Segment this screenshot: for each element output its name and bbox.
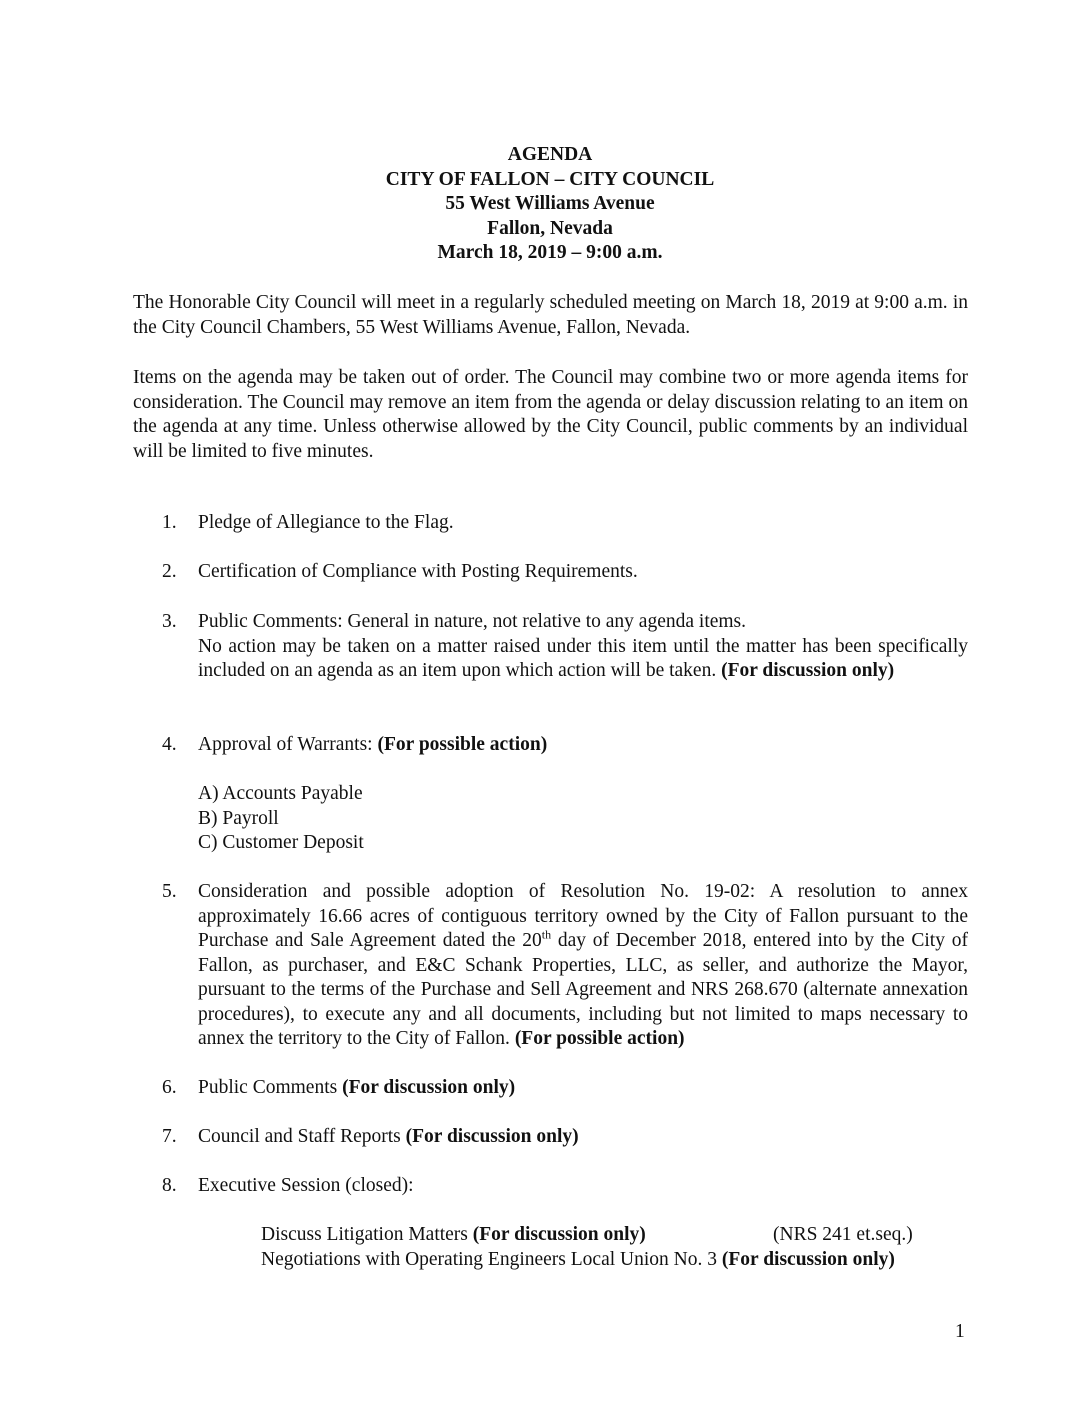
agenda-item-1 (162, 511, 968, 536)
item-text: Approval of Warrants: (198, 734, 373, 755)
ordinal-suffix: th (541, 927, 552, 942)
executive-item-text: Negotiations with Operating Engineers Local Union No. 3 (261, 1248, 717, 1270)
page-number: 1 (955, 1321, 965, 1342)
executive-item-tag: (For discussion only) (472, 1224, 646, 1245)
agenda-title: AGENDA (507, 144, 593, 165)
executive-item-negotiations (261, 1248, 971, 1273)
agenda-item-8 (162, 1174, 968, 1199)
item-number: 8. (162, 1175, 177, 1196)
agenda-item-2 (162, 560, 968, 585)
item-action-tag: (For discussion only) (405, 1126, 579, 1147)
item-number: 3. (162, 611, 177, 632)
item-text: Pledge of Allegiance to the Flag. (198, 512, 454, 533)
intro-paragraph-1: The Honorable City Council will meet in a regularly scheduled meeting on March 18, 2019 at 9:00 a.m. in the City Council Chambers, 55 West Williams Avenue, Fallon, Nevada. (133, 292, 968, 338)
item-number: 6. (162, 1077, 177, 1098)
item-number: 1. (162, 512, 177, 533)
agenda-item-6 (162, 1076, 968, 1101)
agenda-header (0, 143, 1080, 266)
item-action-tag: (For discussion only) (721, 660, 895, 681)
item-number: 2. (162, 561, 177, 582)
executive-item-litigation (261, 1223, 971, 1248)
warrant-subitems (198, 782, 364, 856)
item-number: 7. (162, 1126, 177, 1147)
council-name: CITY OF FALLON – CITY COUNCIL (385, 168, 715, 190)
item-action-tag: (For possible action) (377, 734, 548, 755)
subitem-accounts-payable: A) Accounts Payable (198, 783, 363, 804)
item-action-tag: (For discussion only) (342, 1077, 516, 1098)
agenda-item-4 (162, 733, 968, 758)
executive-item-reference: (NRS 241 et.seq.) (773, 1224, 913, 1245)
item-action-tag: (For possible action) (514, 1028, 685, 1049)
executive-session-list (261, 1223, 971, 1272)
meeting-address: 55 West Williams Avenue (445, 193, 655, 214)
item-text: Council and Staff Reports (198, 1126, 401, 1147)
executive-item-text: Discuss Litigation Matters (261, 1224, 468, 1245)
item-heading: Public Comments: General in nature, not relative to any agenda items. (198, 611, 747, 632)
executive-item-tag: (For discussion only) (721, 1248, 895, 1270)
meeting-datetime: March 18, 2019 – 9:00 a.m. (437, 242, 663, 263)
item-text: Public Comments (198, 1077, 338, 1098)
intro-paragraph-2: Items on the agenda may be taken out of order. The Council may combine two or more agenda items for consideration. The Council may remove an item from the agenda or delay discussion relating to an item on the agenda at any time. Unless otherwise allowed by the City Council, public comments by an individual will be limited to five minutes. (133, 367, 968, 462)
item-number: 4. (162, 734, 177, 755)
item-text: Executive Session (closed): (198, 1175, 414, 1196)
item-text: Consideration and possible adoption of Resolution No. 19-02: A resolution to annex approximately 16.66 acres of contiguous territory owned by the City of Fallon pursuant to the Purchase and Sale Agreement dated the 20 (198, 881, 968, 951)
meeting-city: Fallon, Nevada (487, 217, 613, 239)
agenda-item-5 (162, 880, 968, 1052)
item-text: Certification of Compliance with Posting Requirements. (198, 561, 638, 582)
agenda-item-3 (162, 610, 968, 684)
item-text-continued: day of December 2018, entered into by the City of Fallon, as purchaser, and E&C Schank Properties, LLC, as seller, and authorize the Mayor, pursuant to the terms of the Purchase and Sell Agreement and NRS 268.670 (alternate annexation procedures), to execute any and all documents, including but not limited to maps necessary to annex the territory to the City of Fallon. (198, 930, 968, 1049)
item-number: 5. (162, 881, 177, 902)
subitem-customer-deposit: C) Customer Deposit (198, 832, 364, 853)
agenda-item-7 (162, 1125, 968, 1150)
subitem-payroll: B) Payroll (198, 807, 279, 829)
item-text: No action may be taken on a matter raised under this item until the matter has been specifically included on an agenda as an item upon which action will be taken. (198, 635, 968, 681)
